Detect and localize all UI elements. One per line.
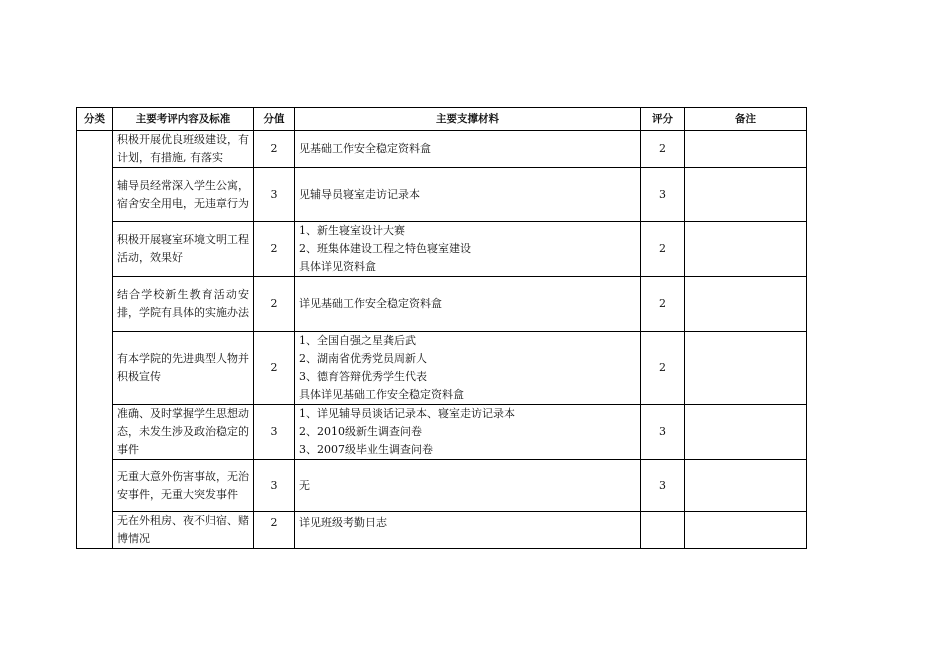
table-row [77, 277, 807, 332]
content-cell: 有本学院的先进典型人物并积极宣传 [113, 332, 254, 405]
header-rating: 评分 [641, 108, 685, 131]
content-cell: 无在外租房、夜不归宿、赌博情况 [113, 512, 254, 549]
header-row [77, 108, 807, 131]
rating-cell: 2 [641, 332, 685, 405]
support-cell [295, 168, 641, 222]
remarks-cell [685, 405, 807, 460]
rating-cell: 2 [641, 277, 685, 332]
support-line: 具体详见资料盒 [299, 260, 376, 273]
support-cell [295, 131, 641, 168]
support-cell [295, 222, 641, 277]
score-cell: 2 [254, 277, 295, 332]
remarks-cell [685, 512, 807, 549]
remarks-cell [685, 460, 807, 512]
content-cell: 积极开展优良班级建设，有计划，有措施, 有落实 [113, 131, 254, 168]
header-remarks: 备注 [685, 108, 807, 131]
support-line: 3、2007级毕业生调查问卷 [299, 443, 433, 456]
table-row [77, 131, 807, 168]
table-row [77, 460, 807, 512]
content-cell: 无重大意外伤害事故，无治安事件，无重大突发事件 [113, 460, 254, 512]
support-cell [295, 512, 641, 549]
support-line: 1、新生寝室设计大赛 [299, 224, 405, 237]
score-cell: 3 [254, 460, 295, 512]
remarks-cell [685, 332, 807, 405]
content-cell: 结合学校新生教育活动安排，学院有具体的实施办法 [113, 277, 254, 332]
support-line: 见基础工作安全稳定资料盒 [299, 142, 431, 155]
score-cell: 3 [254, 405, 295, 460]
score-cell: 3 [254, 168, 295, 222]
content-cell: 积极开展寝室环境文明工程活动，效果好 [113, 222, 254, 277]
header-category: 分类 [77, 108, 113, 131]
table-row [77, 332, 807, 405]
support-line: 2、班集体建设工程之特色寝室建设 [299, 242, 471, 255]
header-content: 主要考评内容及标准 [113, 108, 254, 131]
remarks-cell [685, 168, 807, 222]
support-line: 详见班级考勤日志 [299, 516, 387, 529]
support-cell [295, 405, 641, 460]
remarks-cell [685, 131, 807, 168]
support-line: 详见基础工作安全稳定资料盒 [299, 297, 442, 310]
support-line: 具体详见基础工作安全稳定资料盒 [299, 388, 464, 401]
support-cell [295, 332, 641, 405]
rating-cell: 3 [641, 460, 685, 512]
score-cell: 2 [254, 512, 295, 549]
rating-cell: 2 [641, 222, 685, 277]
evaluation-table [76, 107, 807, 549]
support-line: 无 [299, 478, 310, 492]
score-cell: 2 [254, 131, 295, 168]
table-row [77, 168, 807, 222]
support-line: 2、湖南省优秀党员周新人 [299, 352, 427, 365]
table-row [77, 512, 807, 549]
remarks-cell [685, 222, 807, 277]
score-cell: 2 [254, 332, 295, 405]
table-row [77, 222, 807, 277]
support-line: 3、德育答辩优秀学生代表 [299, 370, 427, 383]
header-score: 分值 [254, 108, 295, 131]
table-row [77, 405, 807, 460]
rating-cell: 2 [641, 131, 685, 168]
remarks-cell [685, 277, 807, 332]
support-cell [295, 460, 641, 512]
support-line: 见辅导员寝室走访记录本 [299, 187, 420, 201]
content-cell: 准确、及时掌握学生思想动态，未发生涉及政治稳定的事件 [113, 405, 254, 460]
support-cell [295, 277, 641, 332]
header-support: 主要支撑材料 [295, 108, 641, 131]
rating-cell [641, 512, 685, 549]
score-cell: 2 [254, 222, 295, 277]
content-cell: 辅导员经常深入学生公寓，宿舍安全用电，无违章行为 [113, 168, 254, 222]
rating-cell: 3 [641, 405, 685, 460]
support-line: 1、详见辅导员谈话记录本、寝室走访记录本 [299, 407, 515, 420]
category-cell [77, 131, 113, 549]
support-line: 1、全国自强之星龚后武 [299, 334, 416, 347]
support-line: 2、2010级新生调查问卷 [299, 425, 422, 438]
rating-cell: 3 [641, 168, 685, 222]
